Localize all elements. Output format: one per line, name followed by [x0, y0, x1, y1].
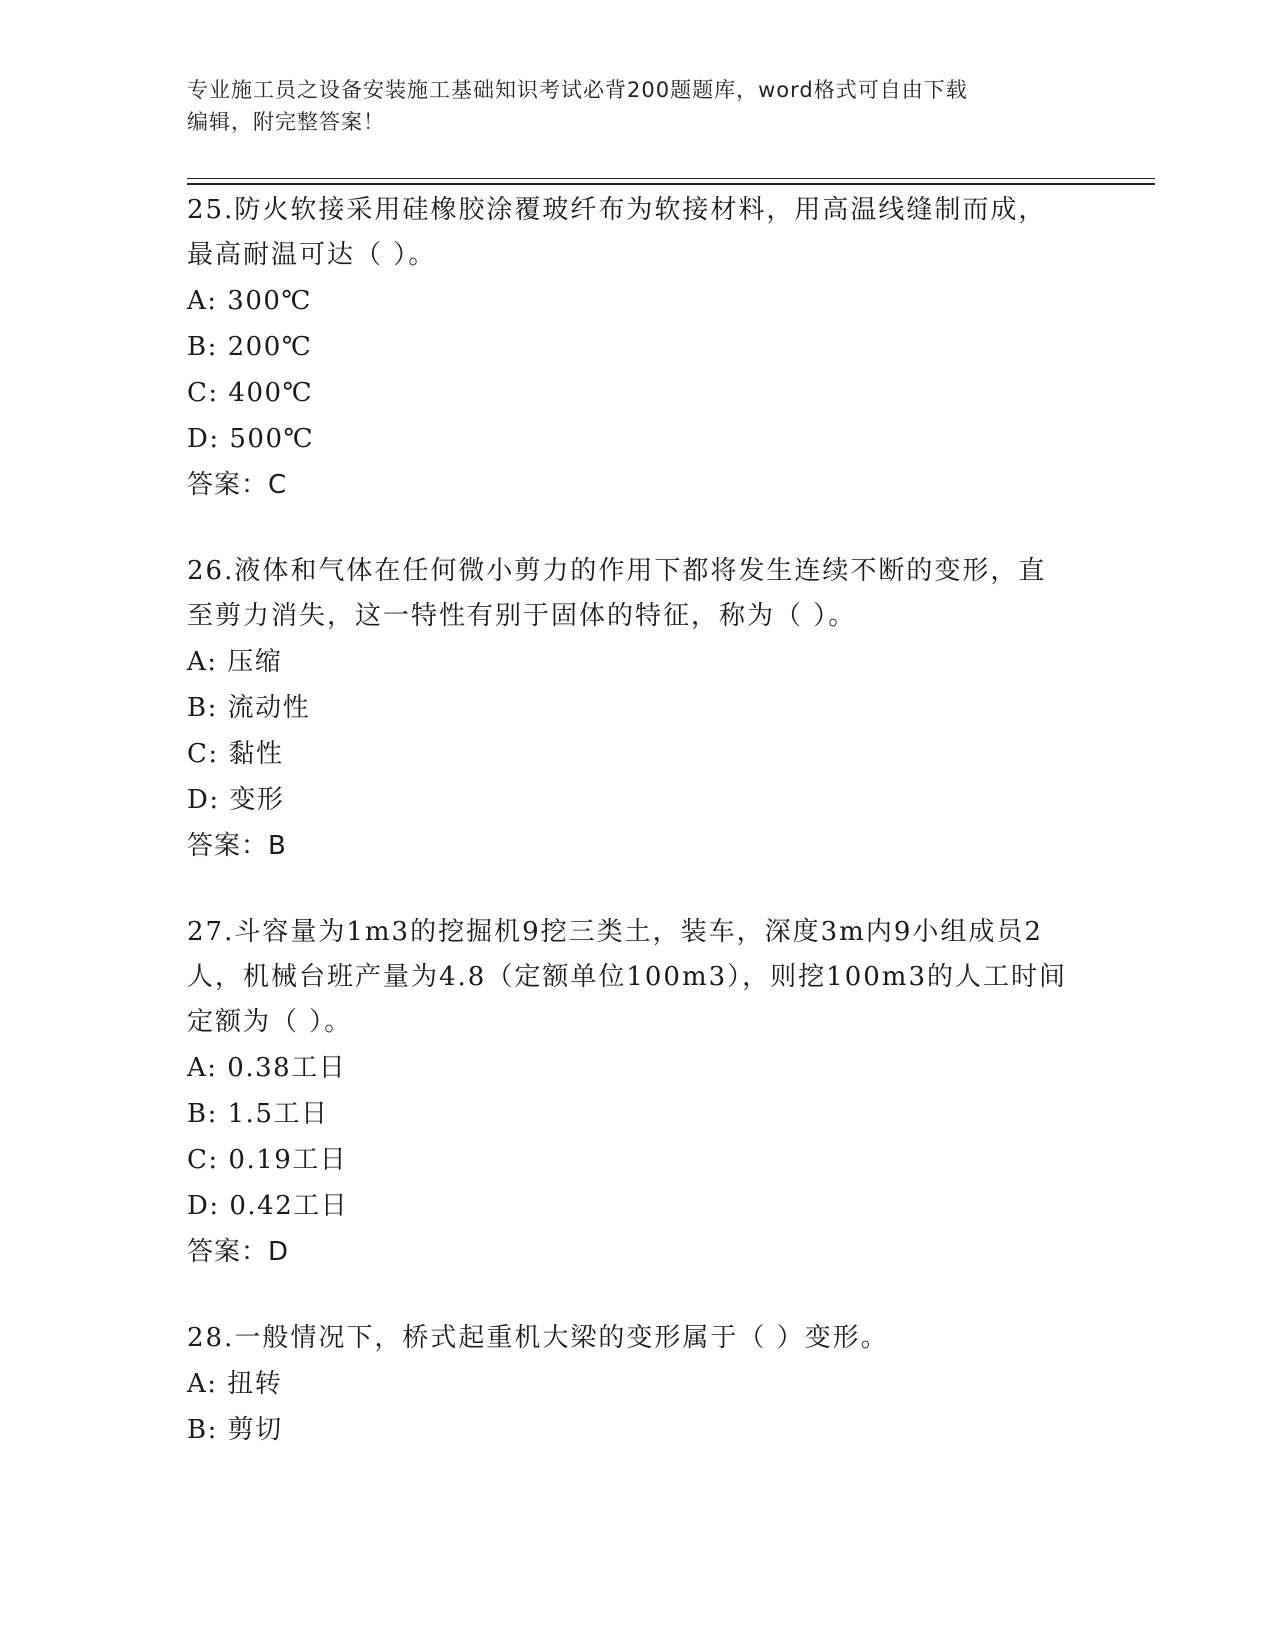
document-header: [187, 74, 1067, 138]
spacer: [187, 1275, 1067, 1316]
spacer: [187, 869, 1067, 910]
header-line-2: 编辑，附完整答案！: [187, 110, 385, 134]
option-c: C: 0.19工日: [187, 1145, 348, 1175]
question-26: [187, 549, 1067, 869]
question-text: 28.一般情况下，桥式起重机大梁的变形属于（ ）变形。: [187, 1323, 889, 1353]
answer-line: 答案：B: [187, 831, 287, 861]
option-a: A: 300℃: [187, 286, 313, 316]
question-text: 25.防火软接采用硅橡胶涂覆玻纤布为软接材料，用高温线缝制而成，最高耐温可达（ ）。: [187, 195, 1047, 270]
option-c: C: 黏性: [187, 739, 284, 769]
option-d: D: 500℃: [187, 424, 315, 454]
option-b: B: 1.5工日: [187, 1099, 329, 1129]
option-c: C: 400℃: [187, 378, 314, 408]
spacer: [187, 508, 1067, 549]
question-list: [187, 188, 1067, 1453]
answer-line: 答案：D: [187, 1237, 290, 1267]
option-a: A: 压缩: [187, 647, 283, 677]
header-divider-thick: [187, 183, 1155, 185]
question-27: [187, 910, 1067, 1275]
option-b: B: 剪切: [187, 1415, 283, 1445]
question-28: [187, 1316, 1067, 1453]
option-a: A: 扭转: [187, 1369, 283, 1399]
option-a: A: 0.38工日: [187, 1053, 347, 1083]
option-b: B: 200℃: [187, 332, 313, 362]
question-text: 27.斗容量为1m3的挖掘机9挖三类土，装车，深度3m内9小组成员2人，机械台班产量为4.8（定额单位100m3），则挖100m3的人工时间定额为（ ）。: [187, 917, 1067, 1037]
answer-line: 答案：C: [187, 470, 288, 500]
header-line-1: 专业施工员之设备安装施工基础知识考试必背200题题库，word格式可自由下载: [187, 78, 968, 102]
option-d: D: 0.42工日: [187, 1191, 349, 1221]
question-25: [187, 188, 1067, 508]
option-b: B: 流动性: [187, 693, 311, 723]
option-d: D: 变形: [187, 785, 285, 815]
header-divider-thin: [187, 178, 1155, 179]
question-text: 26.液体和气体在任何微小剪力的作用下都将发生连续不断的变形，直至剪力消失，这一特性有别于固体的特征，称为（ ）。: [187, 556, 1047, 631]
